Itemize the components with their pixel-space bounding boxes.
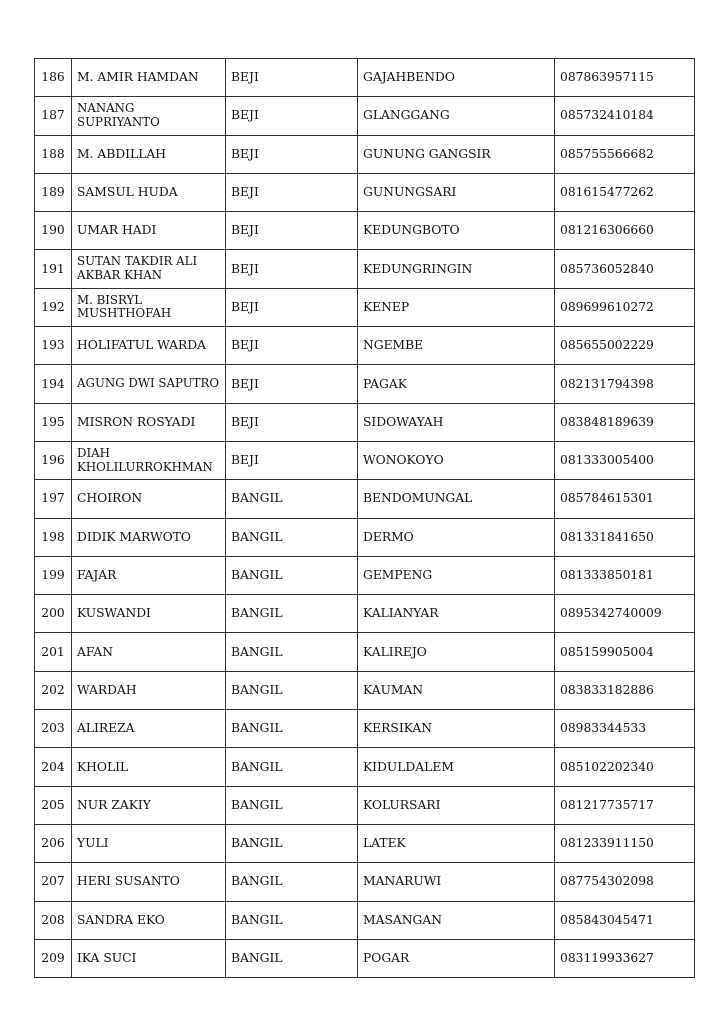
desa: NGEMBE	[358, 327, 555, 365]
person-name: ALIREZA	[72, 710, 226, 748]
kecamatan: BANGIL	[226, 824, 358, 862]
table-row	[35, 671, 695, 709]
row-number: 190	[35, 212, 72, 250]
row-number: 195	[35, 403, 72, 441]
kecamatan: BEJI	[226, 250, 358, 288]
kecamatan: BEJI	[226, 403, 358, 441]
table-row	[35, 365, 695, 403]
person-name: AGUNG DWI SAPUTRO	[72, 365, 226, 403]
kecamatan: BANGIL	[226, 480, 358, 518]
desa: LATEK	[358, 824, 555, 862]
kecamatan: BEJI	[226, 365, 358, 403]
person-name: SUTAN TAKDIR ALI AKBAR KHAN	[72, 250, 226, 288]
desa: KERSIKAN	[358, 710, 555, 748]
phone-number: 081615477262	[555, 173, 695, 211]
phone-number: 082131794398	[555, 365, 695, 403]
table-row	[35, 863, 695, 901]
phone-number: 083119933627	[555, 939, 695, 977]
kecamatan: BANGIL	[226, 595, 358, 633]
row-number: 197	[35, 480, 72, 518]
phone-number: 085732410184	[555, 97, 695, 135]
phone-number: 085784615301	[555, 480, 695, 518]
phone-number: 089699610272	[555, 288, 695, 326]
row-number: 187	[35, 97, 72, 135]
row-number: 204	[35, 748, 72, 786]
table-row	[35, 403, 695, 441]
phone-number: 081331841650	[555, 518, 695, 556]
person-name: IKA SUCI	[72, 939, 226, 977]
person-name: YULI	[72, 824, 226, 862]
phone-number: 083833182886	[555, 671, 695, 709]
table-row	[35, 518, 695, 556]
person-name: KUSWANDI	[72, 595, 226, 633]
row-number: 189	[35, 173, 72, 211]
phone-number: 083848189639	[555, 403, 695, 441]
roster-body	[35, 59, 695, 978]
phone-number: 085159905004	[555, 633, 695, 671]
phone-number: 085755566682	[555, 135, 695, 173]
table-row	[35, 710, 695, 748]
phone-number: 085102202340	[555, 748, 695, 786]
table-row	[35, 556, 695, 594]
table-row	[35, 901, 695, 939]
desa: WONOKOYO	[358, 441, 555, 479]
kecamatan: BEJI	[226, 288, 358, 326]
desa: KIDULDALEM	[358, 748, 555, 786]
desa: POGAR	[358, 939, 555, 977]
desa: KAUMAN	[358, 671, 555, 709]
phone-number: 081333005400	[555, 441, 695, 479]
kecamatan: BANGIL	[226, 748, 358, 786]
person-name: HOLIFATUL WARDA	[72, 327, 226, 365]
row-number: 188	[35, 135, 72, 173]
kecamatan: BANGIL	[226, 518, 358, 556]
desa: GEMPENG	[358, 556, 555, 594]
row-number: 198	[35, 518, 72, 556]
desa: MASANGAN	[358, 901, 555, 939]
desa: GUNUNG GANGSIR	[358, 135, 555, 173]
row-number: 186	[35, 59, 72, 97]
person-name: M. ABDILLAH	[72, 135, 226, 173]
desa: KALIANYAR	[358, 595, 555, 633]
desa: BENDOMUNGAL	[358, 480, 555, 518]
phone-number: 085655002229	[555, 327, 695, 365]
kecamatan: BANGIL	[226, 633, 358, 671]
row-number: 196	[35, 441, 72, 479]
person-name: M. BISRYL MUSHTHOFAH	[72, 288, 226, 326]
kecamatan: BANGIL	[226, 786, 358, 824]
kecamatan: BEJI	[226, 173, 358, 211]
person-name: HERI SUSANTO	[72, 863, 226, 901]
kecamatan: BEJI	[226, 327, 358, 365]
table-row	[35, 595, 695, 633]
row-number: 202	[35, 671, 72, 709]
kecamatan: BANGIL	[226, 863, 358, 901]
table-row	[35, 327, 695, 365]
kecamatan: BANGIL	[226, 556, 358, 594]
person-name: NANANG SUPRIYANTO	[72, 97, 226, 135]
table-row	[35, 59, 695, 97]
row-number: 205	[35, 786, 72, 824]
desa: KEDUNGBOTO	[358, 212, 555, 250]
phone-number: 081217735717	[555, 786, 695, 824]
row-number: 206	[35, 824, 72, 862]
desa: SIDOWAYAH	[358, 403, 555, 441]
phone-number: 085843045471	[555, 901, 695, 939]
phone-number: 0895342740009	[555, 595, 695, 633]
kecamatan: BEJI	[226, 441, 358, 479]
row-number: 209	[35, 939, 72, 977]
row-number: 193	[35, 327, 72, 365]
table-row	[35, 250, 695, 288]
person-name: FAJAR	[72, 556, 226, 594]
row-number: 200	[35, 595, 72, 633]
table-row	[35, 480, 695, 518]
kecamatan: BANGIL	[226, 710, 358, 748]
kecamatan: BANGIL	[226, 901, 358, 939]
person-name: UMAR HADI	[72, 212, 226, 250]
table-row	[35, 633, 695, 671]
person-name: AFAN	[72, 633, 226, 671]
desa: MANARUWI	[358, 863, 555, 901]
kecamatan: BEJI	[226, 97, 358, 135]
person-name: KHOLIL	[72, 748, 226, 786]
person-name: M. AMIR HAMDAN	[72, 59, 226, 97]
row-number: 207	[35, 863, 72, 901]
desa: GLANGGANG	[358, 97, 555, 135]
table-row	[35, 939, 695, 977]
row-number: 194	[35, 365, 72, 403]
phone-number: 085736052840	[555, 250, 695, 288]
desa: PAGAK	[358, 365, 555, 403]
desa: DERMO	[358, 518, 555, 556]
desa: KENEP	[358, 288, 555, 326]
phone-number: 081333850181	[555, 556, 695, 594]
row-number: 208	[35, 901, 72, 939]
row-number: 192	[35, 288, 72, 326]
table-row	[35, 288, 695, 326]
roster-table	[34, 58, 695, 978]
phone-number: 087754302098	[555, 863, 695, 901]
person-name: SANDRA EKO	[72, 901, 226, 939]
table-row	[35, 135, 695, 173]
table-row	[35, 824, 695, 862]
person-name: MISRON ROSYADI	[72, 403, 226, 441]
table-row	[35, 786, 695, 824]
person-name: NUR ZAKIY	[72, 786, 226, 824]
row-number: 203	[35, 710, 72, 748]
table-row	[35, 212, 695, 250]
phone-number: 081233911150	[555, 824, 695, 862]
table-row	[35, 97, 695, 135]
person-name: DIDIK MARWOTO	[72, 518, 226, 556]
person-name: DIAH KHOLILURROKHMAN	[72, 441, 226, 479]
phone-number: 087863957115	[555, 59, 695, 97]
desa: GAJAHBENDO	[358, 59, 555, 97]
table-row	[35, 748, 695, 786]
kecamatan: BANGIL	[226, 939, 358, 977]
row-number: 199	[35, 556, 72, 594]
kecamatan: BEJI	[226, 135, 358, 173]
person-name: SAMSUL HUDA	[72, 173, 226, 211]
phone-number: 08983344533	[555, 710, 695, 748]
row-number: 191	[35, 250, 72, 288]
desa: KOLURSARI	[358, 786, 555, 824]
row-number: 201	[35, 633, 72, 671]
desa: KALIREJO	[358, 633, 555, 671]
kecamatan: BEJI	[226, 59, 358, 97]
table-row	[35, 173, 695, 211]
person-name: CHOIRON	[72, 480, 226, 518]
kecamatan: BANGIL	[226, 671, 358, 709]
desa: GUNUNGSARI	[358, 173, 555, 211]
person-name: WARDAH	[72, 671, 226, 709]
kecamatan: BEJI	[226, 212, 358, 250]
table-row	[35, 441, 695, 479]
desa: KEDUNGRINGIN	[358, 250, 555, 288]
phone-number: 081216306660	[555, 212, 695, 250]
